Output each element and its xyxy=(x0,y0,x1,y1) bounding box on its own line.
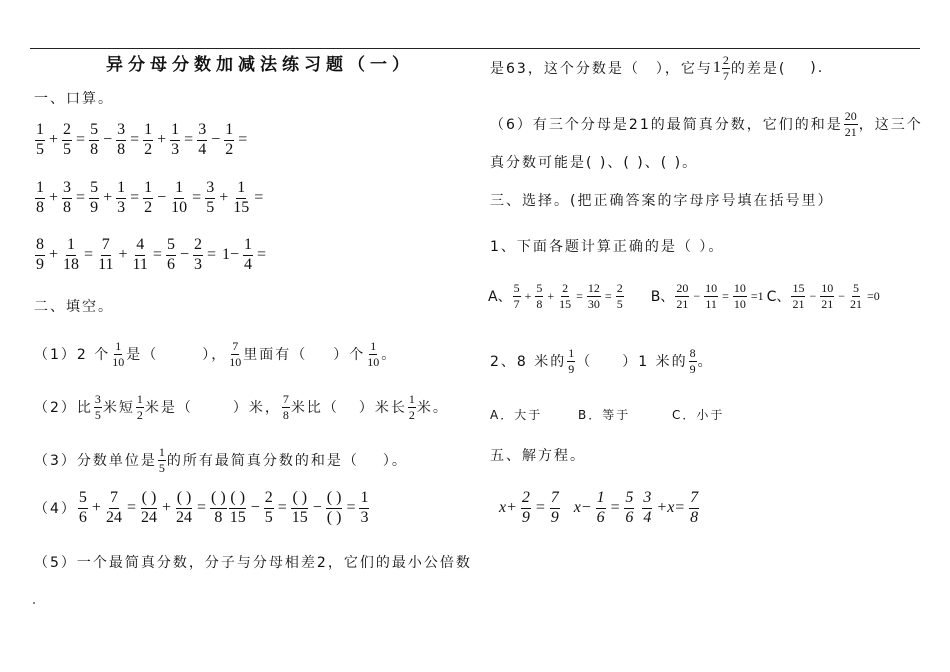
denominator: 5 xyxy=(158,460,165,475)
denominator: 5 xyxy=(94,407,101,422)
option-c-expression xyxy=(790,282,882,310)
denominator: 8 xyxy=(36,198,44,216)
worksheet-title: 异分母分数加减法练习题（一） xyxy=(106,55,414,75)
denominator: 21 xyxy=(844,124,857,139)
denominator: 9 xyxy=(568,361,575,376)
numerator: 1 xyxy=(370,339,377,353)
numerator: 1 xyxy=(243,237,253,256)
fraction xyxy=(170,122,180,159)
fraction xyxy=(175,490,193,527)
numerator: 10 xyxy=(705,281,718,295)
math-operator: + xyxy=(219,189,229,207)
denominator: 3 xyxy=(171,140,180,158)
numerator: 10 xyxy=(733,281,746,295)
oral-calc-row-1 xyxy=(34,122,250,159)
fraction xyxy=(733,282,747,310)
numerator: 7 xyxy=(109,490,119,509)
math-operator: +x= xyxy=(656,499,686,517)
math-operator: = xyxy=(722,288,729,303)
denominator: 10 xyxy=(171,198,188,216)
fraction xyxy=(62,237,80,274)
fraction xyxy=(820,282,834,310)
numerator: 2 xyxy=(62,122,72,141)
option-b-label: B、 xyxy=(650,289,675,306)
denominator: 24 xyxy=(105,508,122,526)
fraction xyxy=(282,393,290,421)
denominator: 6 xyxy=(596,508,605,526)
fraction xyxy=(567,347,575,375)
math-operator: = xyxy=(609,499,621,517)
denominator: 9 xyxy=(36,255,44,273)
numerator: 1 xyxy=(408,392,415,406)
numerator: 3 xyxy=(642,490,652,509)
math-operator: − xyxy=(693,288,701,303)
math-operator: + xyxy=(161,499,172,517)
fraction xyxy=(722,54,730,82)
denominator: 6 xyxy=(78,508,87,526)
numerator: 5 xyxy=(536,281,543,295)
denominator: 11 xyxy=(98,255,114,273)
math-operator: x+ xyxy=(499,499,517,517)
math-operator: − xyxy=(211,131,221,149)
fraction xyxy=(78,490,88,527)
fraction xyxy=(704,282,718,310)
equation-2 xyxy=(571,490,636,527)
math-operator: + xyxy=(49,189,59,207)
numerator: 5 xyxy=(78,490,88,509)
denominator: 9 xyxy=(90,198,99,216)
numerator: 1 xyxy=(236,180,246,199)
math-operator: x− xyxy=(573,499,592,517)
numerator: 7 xyxy=(101,237,111,256)
fraction xyxy=(158,446,166,474)
numerator: 1 xyxy=(115,339,122,353)
fraction xyxy=(210,490,227,527)
numerator: 3 xyxy=(62,180,72,199)
denominator: 21 xyxy=(792,296,805,311)
equations-row xyxy=(496,490,700,527)
math-operator: =1 xyxy=(750,288,764,303)
fraction xyxy=(689,347,697,375)
math-operator: − xyxy=(157,189,167,207)
fraction xyxy=(224,122,234,159)
fraction xyxy=(89,122,99,159)
math-operator: + xyxy=(49,246,59,264)
math-operator: = xyxy=(604,288,612,303)
math-operator: = xyxy=(130,131,140,149)
option-a-expression xyxy=(512,282,625,310)
fraction xyxy=(849,282,863,310)
section-oral-calc-heading: 一、口算。 xyxy=(34,91,114,107)
numerator: 1 xyxy=(143,180,153,199)
math-operator: − xyxy=(312,499,322,517)
fraction xyxy=(624,490,634,527)
numerator: 2 xyxy=(562,281,569,295)
denominator: ( ) xyxy=(326,508,342,526)
fraction xyxy=(62,180,72,217)
numerator: 1 xyxy=(174,180,184,199)
fraction xyxy=(143,180,153,217)
numerator: 5 xyxy=(89,180,99,199)
denominator: 10 xyxy=(229,354,242,369)
fill-question-5-continued: 是63，这个分数是（ ），它与 1 $\frac{2}{7}$ 的差是( ). xyxy=(490,53,825,83)
page-dot xyxy=(33,602,35,604)
math-operator: = xyxy=(534,499,546,517)
numerator: 12 xyxy=(587,281,600,295)
numerator: 7 xyxy=(550,490,560,509)
numerator: 1 xyxy=(158,445,165,459)
numerator: 1 xyxy=(170,122,180,141)
denominator: 11 xyxy=(705,296,717,311)
math-operator: + xyxy=(91,499,101,517)
denominator: 2 xyxy=(225,140,234,158)
choice-question-1: 1、下面各题计算正确的是（ ）。 xyxy=(490,239,725,255)
math-operator: = xyxy=(576,288,583,303)
fraction xyxy=(116,122,126,159)
math-operator: = xyxy=(126,499,136,517)
fraction xyxy=(844,110,858,138)
denominator: 2 xyxy=(144,198,153,216)
denominator: 9 xyxy=(550,508,559,526)
denominator: 18 xyxy=(63,255,80,273)
choice-2-option-b: B．等于 xyxy=(578,408,631,422)
numerator: 5 xyxy=(166,237,176,256)
denominator: 3 xyxy=(193,255,202,273)
numerator: 1 xyxy=(596,490,606,509)
fraction xyxy=(105,490,123,527)
choice-2-option-a: A．大于 xyxy=(490,408,543,422)
denominator: 21 xyxy=(676,296,689,311)
numerator: ( ) xyxy=(176,490,193,509)
numerator: 4 xyxy=(135,237,145,256)
numerator: 2 xyxy=(722,53,729,67)
fraction xyxy=(521,490,531,527)
fraction xyxy=(111,340,125,368)
math-operator: + xyxy=(524,288,532,303)
numerator: 2 xyxy=(193,237,203,256)
denominator: 15 xyxy=(233,198,250,216)
math-operator: + xyxy=(547,288,555,303)
denominator: 15 xyxy=(291,508,308,526)
numerator: 7 xyxy=(689,490,699,509)
equation-3 xyxy=(641,490,700,527)
numerator: 7 xyxy=(282,392,289,406)
denominator: 8 xyxy=(214,508,223,526)
denominator: 8 xyxy=(63,198,72,216)
math-operator: − xyxy=(103,131,113,149)
fraction xyxy=(675,282,689,310)
fill-question-2: （2）比 $\frac{3}{5}$ 米短 $\frac{1}{2}$ 米是（ ）米， $\frac{7}{8}$ 米比（ ）米长 $\frac{1}{2}$ 米。 xyxy=(34,392,449,422)
fraction xyxy=(408,393,416,421)
denominator: 4 xyxy=(643,508,652,526)
numerator: 15 xyxy=(792,281,805,295)
numerator: 2 xyxy=(264,490,274,509)
numerator: ( ) xyxy=(141,490,158,509)
fraction xyxy=(550,490,560,527)
numerator: 1 xyxy=(66,237,76,256)
denominator: 10 xyxy=(112,354,125,369)
denominator: 21 xyxy=(821,296,834,311)
math-operator: − xyxy=(838,288,845,303)
math-operator: = xyxy=(206,246,216,264)
denominator: 15 xyxy=(229,508,246,526)
fraction xyxy=(89,180,99,217)
denominator: 6 xyxy=(625,508,634,526)
fraction xyxy=(193,237,203,274)
numerator: 5 xyxy=(513,281,520,295)
denominator: 30 xyxy=(587,296,600,311)
option-c-label: C、 xyxy=(766,289,791,306)
option-a-label: A、 xyxy=(488,289,512,306)
math-operator: = xyxy=(277,499,287,517)
fraction xyxy=(228,340,242,368)
numerator: 20 xyxy=(676,281,689,295)
numerator: 1 xyxy=(136,392,143,406)
numerator: 1 xyxy=(224,122,234,141)
numerator: ( ) xyxy=(229,490,246,509)
denominator: 8 xyxy=(282,407,289,422)
math-operator: = xyxy=(130,189,140,207)
section-fill-blank-heading: 二、填空。 xyxy=(34,299,114,315)
denominator: 4 xyxy=(198,140,207,158)
fraction xyxy=(170,180,188,217)
numerator: 3 xyxy=(94,392,101,406)
fraction xyxy=(62,122,72,159)
fraction xyxy=(791,282,805,310)
fraction xyxy=(359,490,369,527)
section-choice-heading: 三、选择。(把正确答案的字母序号填在括号里） xyxy=(490,193,834,209)
numerator: 1 xyxy=(143,122,153,141)
math-operator: + xyxy=(103,189,113,207)
math-operator: = xyxy=(238,131,248,149)
numerator: 10 xyxy=(821,281,834,295)
fraction xyxy=(197,122,207,159)
numerator: 7 xyxy=(232,339,239,353)
denominator: 3 xyxy=(360,508,369,526)
numerator: 2 xyxy=(521,490,531,509)
fraction xyxy=(35,122,45,159)
denominator: 5 xyxy=(264,508,273,526)
denominator: 4 xyxy=(244,255,253,273)
option-b-expression xyxy=(674,282,766,310)
math-operator: = xyxy=(254,189,264,207)
numerator: 3 xyxy=(116,122,126,141)
denominator: 9 xyxy=(689,361,696,376)
math-operator: − xyxy=(250,499,260,517)
equation-1 xyxy=(496,490,561,527)
fraction xyxy=(132,237,149,274)
numerator: 1 xyxy=(116,180,126,199)
fraction xyxy=(35,180,45,217)
fill-question-4: （4） $\frac{5}{6}$ + $\frac{7}{24}$ = ( ) 24 + ( ) 24 = ( ) 8 ( ) 15 − $\frac{2}{5}$ = ( ) 15 − ( ) ( ) = $\frac{1}{3}$ xyxy=(34,489,369,526)
numerator: ( ) xyxy=(210,490,227,509)
math-operator: = xyxy=(76,189,86,207)
math-operator: − xyxy=(179,246,189,264)
fraction xyxy=(232,180,250,217)
denominator: 10 xyxy=(367,354,380,369)
choice-1-options xyxy=(488,282,883,310)
fraction xyxy=(587,282,601,310)
denominator: 2 xyxy=(408,407,415,422)
fraction xyxy=(140,490,158,527)
denominator: 24 xyxy=(140,508,157,526)
numerator: 1 xyxy=(359,490,369,509)
math-operator: + xyxy=(118,246,128,264)
math-operator: − xyxy=(809,288,817,303)
denominator: 8 xyxy=(536,296,543,311)
math-operator: = xyxy=(84,246,94,264)
numerator: 3 xyxy=(205,180,215,199)
fraction xyxy=(642,490,652,527)
fraction xyxy=(205,180,215,217)
section-equations-heading: 五、解方程。 xyxy=(490,448,586,464)
denominator: 21 xyxy=(850,296,862,311)
fraction xyxy=(264,490,274,527)
denominator: 9 xyxy=(521,508,530,526)
denominator: 5 xyxy=(206,198,215,216)
fill-question-5: （5）一个最简真分数，分子与分母相差2，它们的最小公倍数 xyxy=(34,555,472,571)
fill-question-1: （1）2 个 $\frac{1}{10}$ 是（ ）， $\frac{7}{10}$ 里面有（ ）个 $\frac{1}{10}$ 。 xyxy=(34,339,398,369)
math-operator: + xyxy=(157,131,167,149)
denominator: 3 xyxy=(117,198,126,216)
math-operator: = xyxy=(192,189,202,207)
numerator: 1 xyxy=(35,180,45,199)
fill-question-6-line-2: 真分数可能是( )、( )、( )。 xyxy=(490,155,699,171)
math-operator: =0 xyxy=(867,288,880,303)
denominator: 8 xyxy=(90,140,99,158)
oral-calc-row-3 xyxy=(34,237,269,274)
math-operator: 1− xyxy=(222,246,240,264)
choice-2-option-c: C．小于 xyxy=(672,408,725,422)
numerator: ( ) xyxy=(291,490,308,509)
fraction xyxy=(143,122,153,159)
numerator: 5 xyxy=(89,122,99,141)
denominator: 2 xyxy=(144,140,153,158)
math-operator: + xyxy=(49,131,59,149)
numerator: ( ) xyxy=(326,490,343,509)
numerator: 5 xyxy=(853,281,859,295)
top-rule xyxy=(30,48,920,49)
numerator: 5 xyxy=(624,490,634,509)
choice-question-2: 2、8 米的 $\frac{1}{9}$ （ ）1 米的 $\frac{8}{9}$ 。 xyxy=(490,346,714,376)
fraction xyxy=(229,490,247,527)
denominator: 15 xyxy=(559,296,572,311)
numerator: 1 xyxy=(35,122,45,141)
denominator: 10 xyxy=(733,296,746,311)
fraction xyxy=(513,282,521,310)
math-operator: = xyxy=(257,246,267,264)
fill-question-3: （3）分数单位是 $\frac{1}{5}$ 的所有最简真分数的和是（ ）。 xyxy=(34,445,408,475)
numerator: 8 xyxy=(35,237,45,256)
oral-calc-row-2 xyxy=(34,180,266,217)
fraction xyxy=(558,282,572,310)
denominator: 8 xyxy=(117,140,126,158)
denominator: 8 xyxy=(690,508,699,526)
fraction xyxy=(616,282,624,310)
numerator: 1 xyxy=(568,346,575,360)
denominator: 6 xyxy=(166,255,175,273)
math-operator: = xyxy=(152,246,162,264)
fraction xyxy=(535,282,543,310)
denominator: 7 xyxy=(722,68,729,83)
denominator: 7 xyxy=(513,296,520,311)
numerator: 3 xyxy=(197,122,207,141)
fraction xyxy=(116,180,126,217)
denominator: 5 xyxy=(63,140,72,158)
fraction xyxy=(136,393,144,421)
denominator: 11 xyxy=(132,255,148,273)
math-operator: = xyxy=(346,499,356,517)
fraction xyxy=(243,237,253,274)
fraction xyxy=(596,490,606,527)
denominator: 2 xyxy=(136,407,143,422)
denominator: 5 xyxy=(36,140,44,158)
denominator: 5 xyxy=(616,296,623,311)
fraction xyxy=(94,393,102,421)
numerator: 8 xyxy=(689,346,696,360)
numerator: 20 xyxy=(844,109,857,123)
math-operator: = xyxy=(184,131,194,149)
fill-question-6: （6）有三个分母是21的最简真分数，它们的和是 $\frac{20}{21}$ ，这三个 xyxy=(490,109,923,139)
fraction xyxy=(35,237,45,274)
fraction xyxy=(291,490,309,527)
fraction xyxy=(689,490,699,527)
fraction xyxy=(366,340,380,368)
math-operator: = xyxy=(76,131,86,149)
fraction xyxy=(326,490,343,527)
numerator: 2 xyxy=(616,281,623,295)
denominator: 24 xyxy=(176,508,193,526)
fraction xyxy=(97,237,114,274)
math-operator: = xyxy=(197,499,207,517)
fraction xyxy=(166,237,176,274)
